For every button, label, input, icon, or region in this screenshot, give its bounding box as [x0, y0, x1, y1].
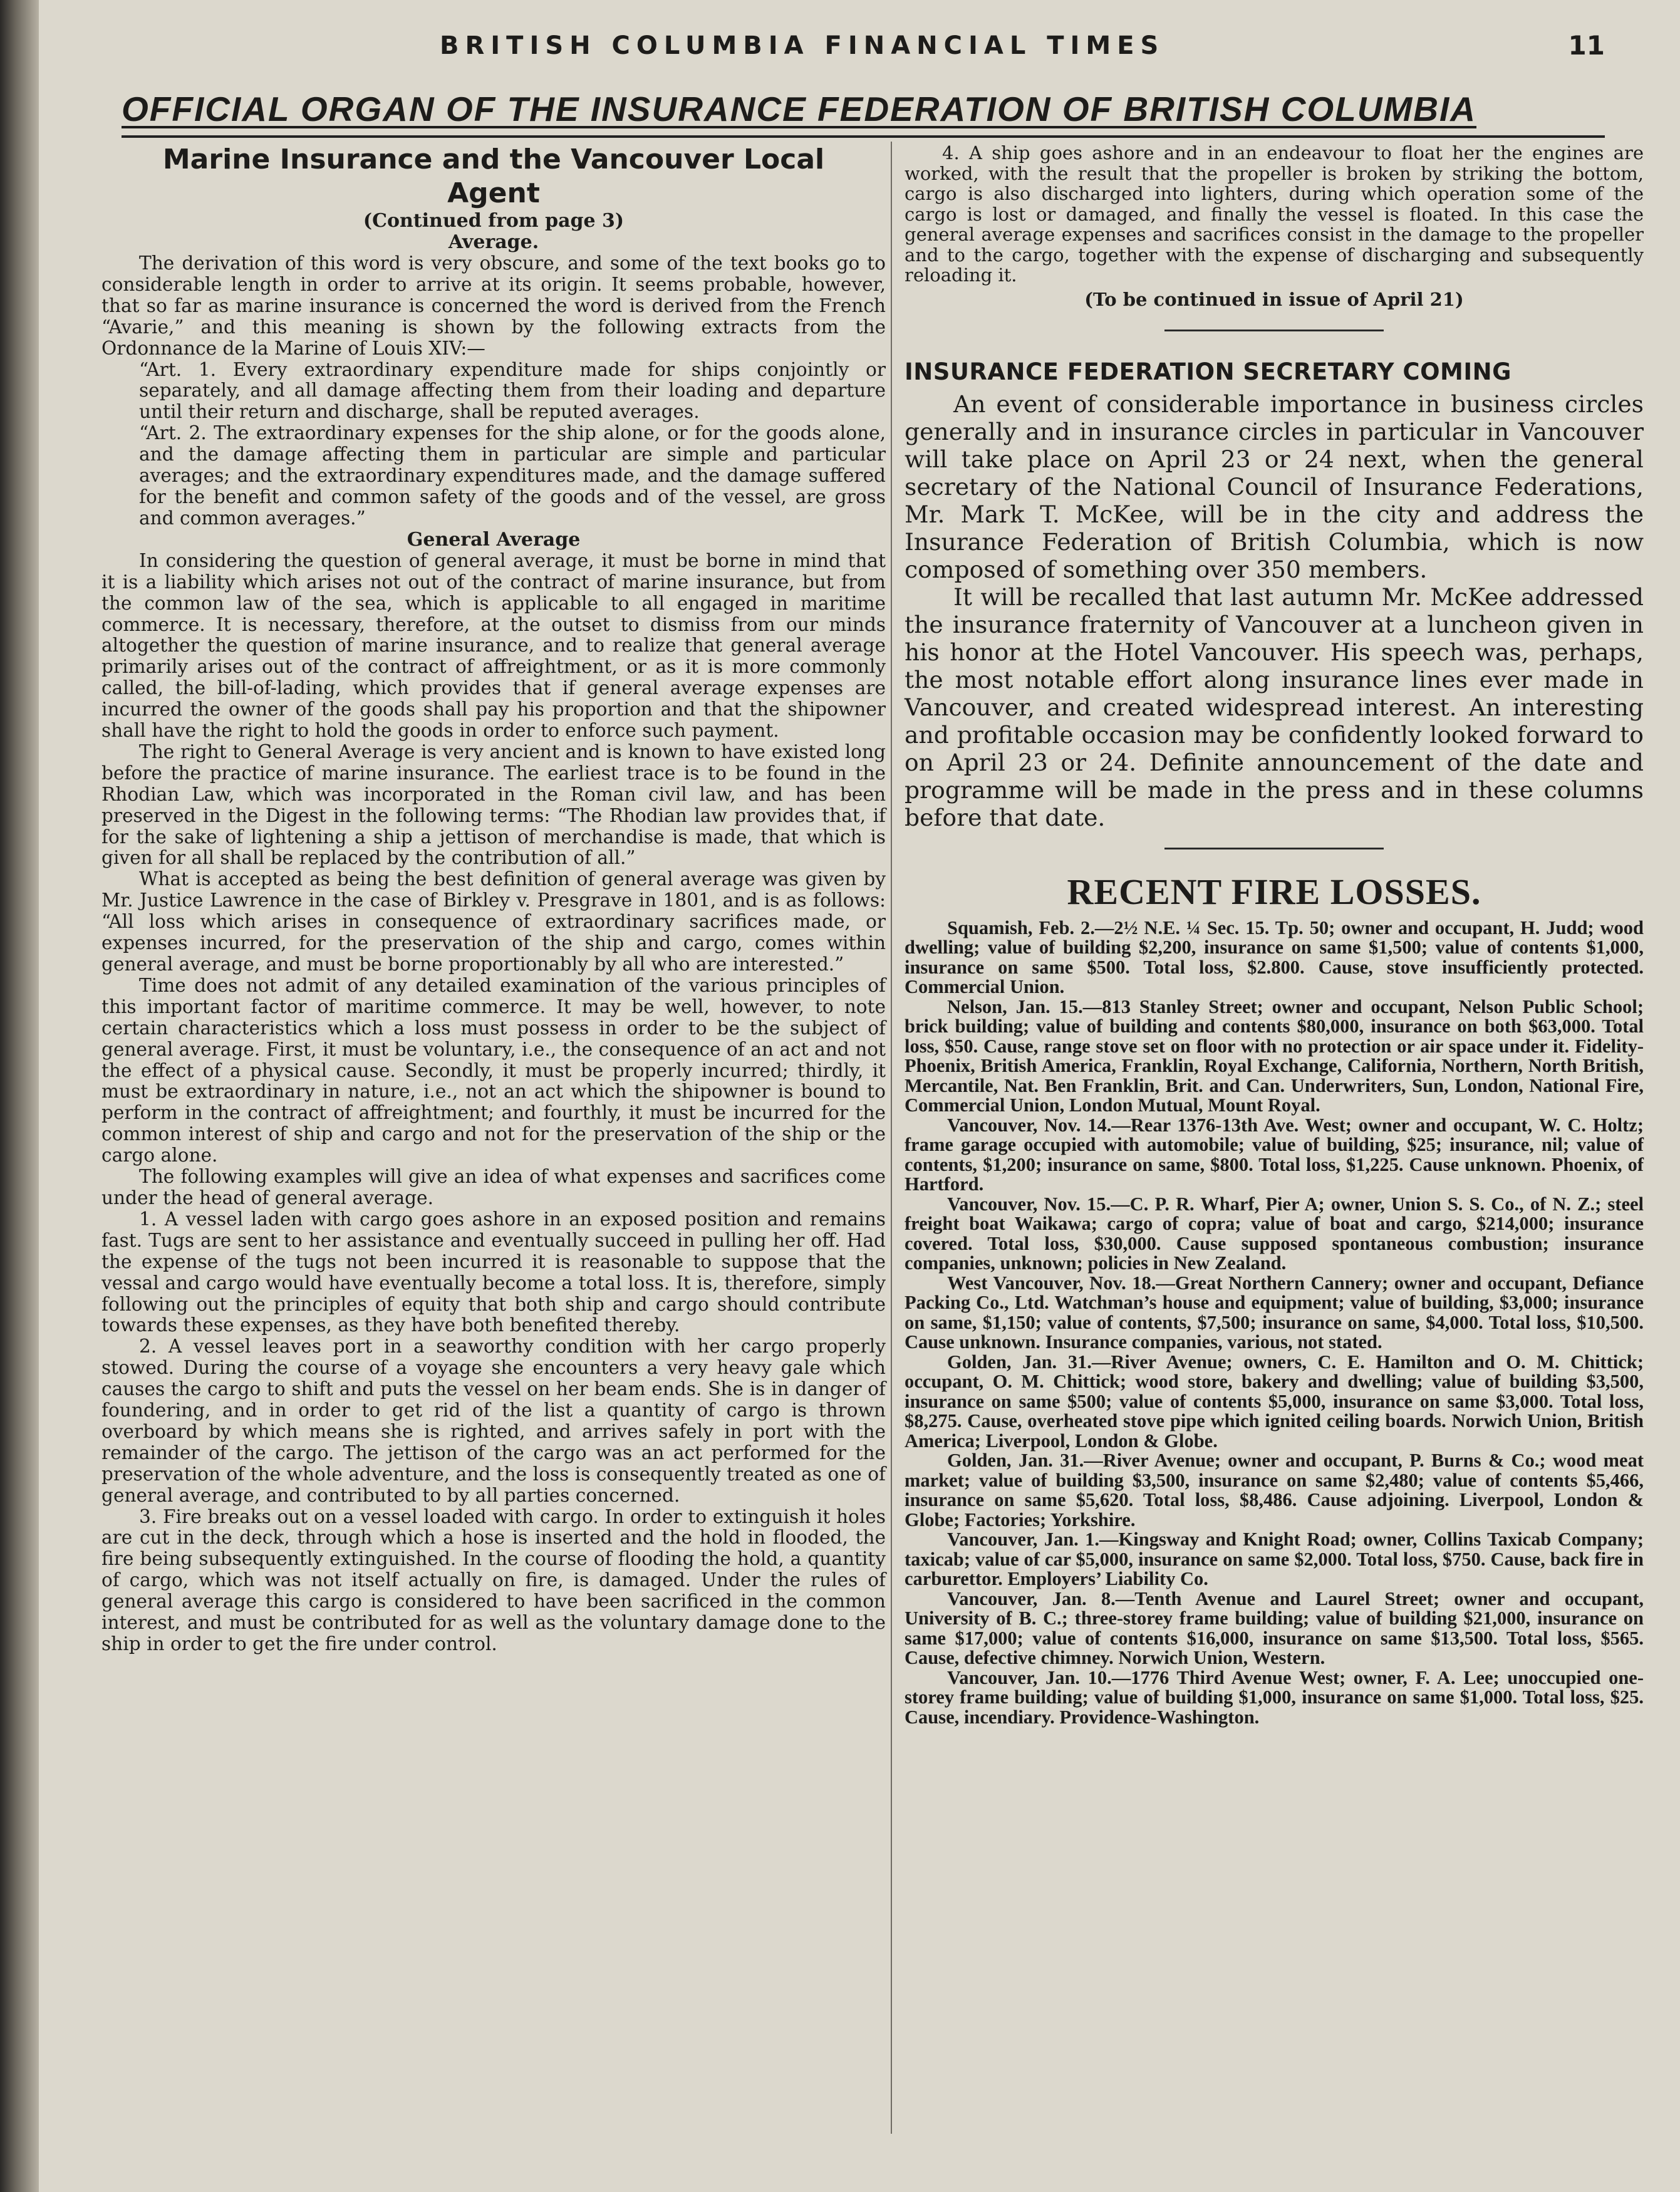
- right-column: [905, 143, 1644, 1727]
- example-2: 2. A vessel leaves port in a seaworthy condition with her cargo properly stowed. During the course of a voyage she encounters a very heavy gale which causes the cargo to shift and puts the vessel on her beam ends. She is in danger of foundering, and in order to get rid of the list a quantity of cargo is thrown overboard by which means she is righted, and arrives safely in port with the remainder of the cargo. The jettison of the cargo was an act performed for the preservation of the whole adventure, and the loss is consequently treated as one of general average, and contributed to by all parties concerned.: [101, 1336, 886, 1506]
- quotation-art-2: “Art. 2. The extraordinary expenses for the ship alone, or for the goods alone, and the damage affecting them in particular are simple and particular averages; and the extraordinary expenditures made, and the damage suffered for the benefit and common safety of the goods and of the vessel, are gross and common averages.”: [139, 422, 886, 529]
- column-divider: [891, 142, 892, 2134]
- paragraph: Time does not admit of any detailed examination of the various principles of this important factor of maritime commerce. It may be well, however, to note certain characteristics which a loss must possess in order to be the subject of general average. First, it must be voluntary, i.e., the consequence of an act and not the effect of a physical cause. Secondly, it must be properly incurred; thirdly, it must be extraordinary in nature, i.e., not an act which the shipowner is bound to perform in the contract of affreightment; and fourthly, it must be incurred for the common interest of ship and cargo and not for the preservation of the ship or the cargo alone.: [101, 974, 886, 1166]
- fire-loss-entry: Vancouver, Jan. 1.—Kingsway and Knight Road; owner, Collins Taxicab Company; taxicab; value of car $5,000, insurance on same $2,000. Total loss, $750. Cause, back fire in carburettor. Employers’ Liability Co.: [905, 1529, 1644, 1589]
- article-body: [101, 253, 886, 1655]
- fire-loss-entry: Vancouver, Nov. 15.—C. P. R. Wharf, Pier A; owner, Union S. S. Co., of N. Z.; steel freight boat Waikawa; cargo of copra; value of boat and cargo, $214,000; insurance covered. Total loss, $30,000. Cause supposed spontaneous combustion; insurance companies, unknown; policies in New Zealand.: [905, 1193, 1644, 1274]
- paragraph: The following examples will give an idea of what expenses and sacrifices come under the head of general average.: [101, 1166, 886, 1208]
- page-number: 11: [1568, 30, 1605, 61]
- left-column: [101, 143, 886, 1655]
- section-rule: [1164, 330, 1384, 331]
- official-organ-banner: OFFICIAL ORGAN OF THE INSURANCE FEDERATION OF BRITISH COLUMBIA: [122, 90, 1477, 128]
- example-1: 1. A vessel laden with cargo goes ashore in an exposed position and remains fast. Tugs are sent to her assistance and eventually succeed in pulling her off. Had the expense of the tugs not been incurred it is reasonable to suppose that the vessal and cargo would have eventually become a total loss. It is, therefore, simply following out the principles of equity that both ship and cargo should contribute towards these expenses, as they have both benefited thereby.: [101, 1208, 886, 1336]
- quotation-art-1: “Art. 1. Every extraordinary expenditure made for ships conjointly or separately, and all damage affecting them from their loading and departure until their return and discharge, shall be reputed averages.: [139, 358, 886, 423]
- fire-loss-entry: Nelson, Jan. 15.—813 Stanley Street; owner and occupant, Nelson Public School; brick building; value of building and contents $80,000, insurance on both $63,000. Total loss, $50. Cause, range stove set on floor with no protection or air space under it. Fidelity-Phoenix, British America, Franklin, Royal Exchange, California, Northern, North British, Mercantile, Nat. Ben Franklin, Brit. and Can. Underwriters, Sun, London, National Fire, Commercial Union, London Mutual, Mount Royal.: [905, 995, 1644, 1116]
- fire-loss-entry: Golden, Jan. 31.—River Avenue; owners, C. E. Hamilton and O. M. Chittick; occupant, O. M. Chittick; wood store, bakery and dwelling; value of building $3,500, insurance on same $500; value of contents $5,000, insurance on same $3,000. Total loss, $8,275. Cause, overheated stove pipe which ignited ceiling boards. Norwich Union, British America; Liverpool, London & Globe.: [905, 1351, 1644, 1452]
- paragraph: It will be recalled that last autumn Mr. McKee addressed the insurance fraternity of Vancouver at a luncheon given in his honor at the Hotel Vancouver. His speech was, perhaps, the most notable effort along insurance lines ever made in Vancouver, and created widespread interest. An interesting and profitable occasion may be confidently looked forward to on April 23 or 24. Definite announcement of the date and programme will be made in the press and in these columns before that date.: [905, 583, 1644, 831]
- fire-loss-entry: Vancouver, Nov. 14.—Rear 1376-13th Ave. West; owner and occupant, W. C. Holtz; frame garage occupied with automobile; value of building, $25; insurance, nil; value of contents, $1,200; insurance on same, $800. Total loss, $1,225. Cause unknown. Phoenix, of Hartford.: [905, 1114, 1644, 1195]
- fire-loss-entry: Golden, Jan. 31.—River Avenue; owner and occupant, P. Burns & Co.; wood meat market; value of building $3,500, insurance on same $2,480; value of contents $5,466, insurance on same $5,620. Total loss, $8,486. Cause adjoining. Liverpool, London & Globe; Factories; Yorkshire.: [905, 1450, 1644, 1530]
- paragraph: The derivation of this word is very obscure, and some of the text books go to considerable length in order to arrive at its origin. It seems probable, however, that so far as marine insurance is concerned the word is derived from the French “Avarie,” and this meaning is shown by the following extracts from the Ordonnance de la Marine of Louis XIV:—: [101, 252, 886, 359]
- example-4: 4. A ship goes ashore and in an endeavour to float her the engines are worked, with the result that the propeller is broken by striking the bottom, cargo is also discharged into lighters, during which operation some of the cargo is lost or damaged, and finally the vessel is floated. In this case the general average expenses and sacrifices consist in the damage to the propeller and to the cargo, together with the expense of discharging and subsequently reloading it.: [905, 142, 1644, 286]
- section-rule: [1164, 848, 1384, 849]
- fire-losses-headline: RECENT FIRE LOSSES.: [1067, 871, 1481, 912]
- example-3: 3. Fire breaks out on a vessel loaded with cargo. In order to extinguish it holes are cut in the deck, through which a hose is inserted and the hold in flooded, the fire being subsequently extinguished. In the course of flooding the hold, a quantity of cargo, which was not itself actually on fire, is damaged. Under the rules of general average this cargo is considered to have been sacrificed in the common interest, and must be contributed for as well as the voluntary damage done to the ship in order to get the fire under control.: [101, 1505, 886, 1654]
- federation-article: [905, 390, 1644, 831]
- fire-losses-list: [905, 918, 1644, 1728]
- paragraph: What is accepted as being the best definition of general average was given by Mr. Justice Lawrence in the case of Birkley v. Presgrave in 1801, and is as follows: “All loss which arises in consequence of extraordinary sacrifices made, or expenses incurred, for the preservation of the ship and cargo, comes within general average, and must be borne proportionably by all who are interested.”: [101, 868, 886, 975]
- fire-loss-entry: Vancouver, Jan. 8.—Tenth Avenue and Laurel Street; owner and occupant, University of B. C.; three-storey frame building; value of building $21,000, insurance on same $17,000; value of contents $16,000, insurance on same $13,500. Total loss, $565. Cause, defective chimney. Norwich Union, Western.: [905, 1587, 1644, 1668]
- paragraph: The right to General Average is very ancient and is known to have existed long before the practice of marine insurance. The earliest trace is to be found in the Rhodian Law, which was incorporated in the Roman civil law, and has been preserved in the Digest in the following terms: “The Rhodian law provides that, if for the sake of lightening a ship a jettison of merchandise is made, that which is given for all shall be replaced by the contribution of all.”: [101, 740, 886, 869]
- paragraph: In considering the question of general average, it must be borne in mind that it is a liability which arises not out of the contract of marine insurance, but from the common law of the sea, which is applicable to all engaged in maritime commerce. It is necessary, therefore, at the outset to dismiss from our minds altogether the question of marine insurance, and to realize that general average primarily arises out of the contract of affreightment, or as it is more commonly called, the bill-of-lading, which provides that if general average expenses are incurred the owner of the goods shall pay his proportion and that the shipowner shall have the right to hold the goods in order to enforce such payment.: [101, 549, 886, 742]
- paragraph: An event of considerable importance in business circles generally and in insurance circles in particular in Vancouver will take place on April 23 or 24 next, when the general secretary of the National Council of Insurance Federations, Mr. Mark T. McKee, will be in the city and address the Insurance Federation of British Columbia, which is now composed of something over 350 members.: [905, 390, 1644, 583]
- binding-spine-shadow: [0, 0, 39, 2192]
- subhead-average: Average.: [448, 231, 539, 253]
- subhead-general-average: General Average: [407, 528, 581, 551]
- fire-loss-entry: Vancouver, Jan. 10.—1776 Third Avenue West; owner, F. A. Lee; unoccupied one-storey frame building; value of building $1,000, insurance on same $1,000. Total loss, $25. Cause, incendiary. Providence-Washington.: [905, 1666, 1644, 1728]
- federation-headline: INSURANCE FEDERATION SECRETARY COMING: [905, 358, 1511, 385]
- continued-note: (Continued from page 3): [363, 210, 625, 232]
- article-title: Marine Insurance and the Vancouver Local Agent: [162, 143, 825, 209]
- running-title: BRITISH COLUMBIA FINANCIAL TIMES: [440, 31, 1165, 60]
- quotation-block: [101, 360, 886, 529]
- to-be-continued-note: (To be continued in issue of April 21): [1084, 288, 1464, 310]
- newspaper-page: [39, 0, 1680, 2192]
- fire-loss-entry: Squamish, Feb. 2.—2½ N.E. ¼ Sec. 15. Tp. 50; owner and occupant, H. Judd; wood dwelling; value of building $2,200, insurance on same $1,500; value of contents $1,000, insurance on same $500. Total loss, $2.800. Cause, stove insufficiently protected. Commercial Union.: [905, 917, 1644, 997]
- banner-rule: [122, 135, 1605, 138]
- fire-loss-entry: West Vancouver, Nov. 18.—Great Northern Cannery; owner and occupant, Defiance Packing Co., Ltd. Watchman’s house and equipment; value of building, $3,000; insurance on same, $1,150; value of contents, $7,500; insurance on same, $4,000. Total loss, $10,500. Cause unknown. Insurance companies, various, not stated.: [905, 1272, 1644, 1353]
